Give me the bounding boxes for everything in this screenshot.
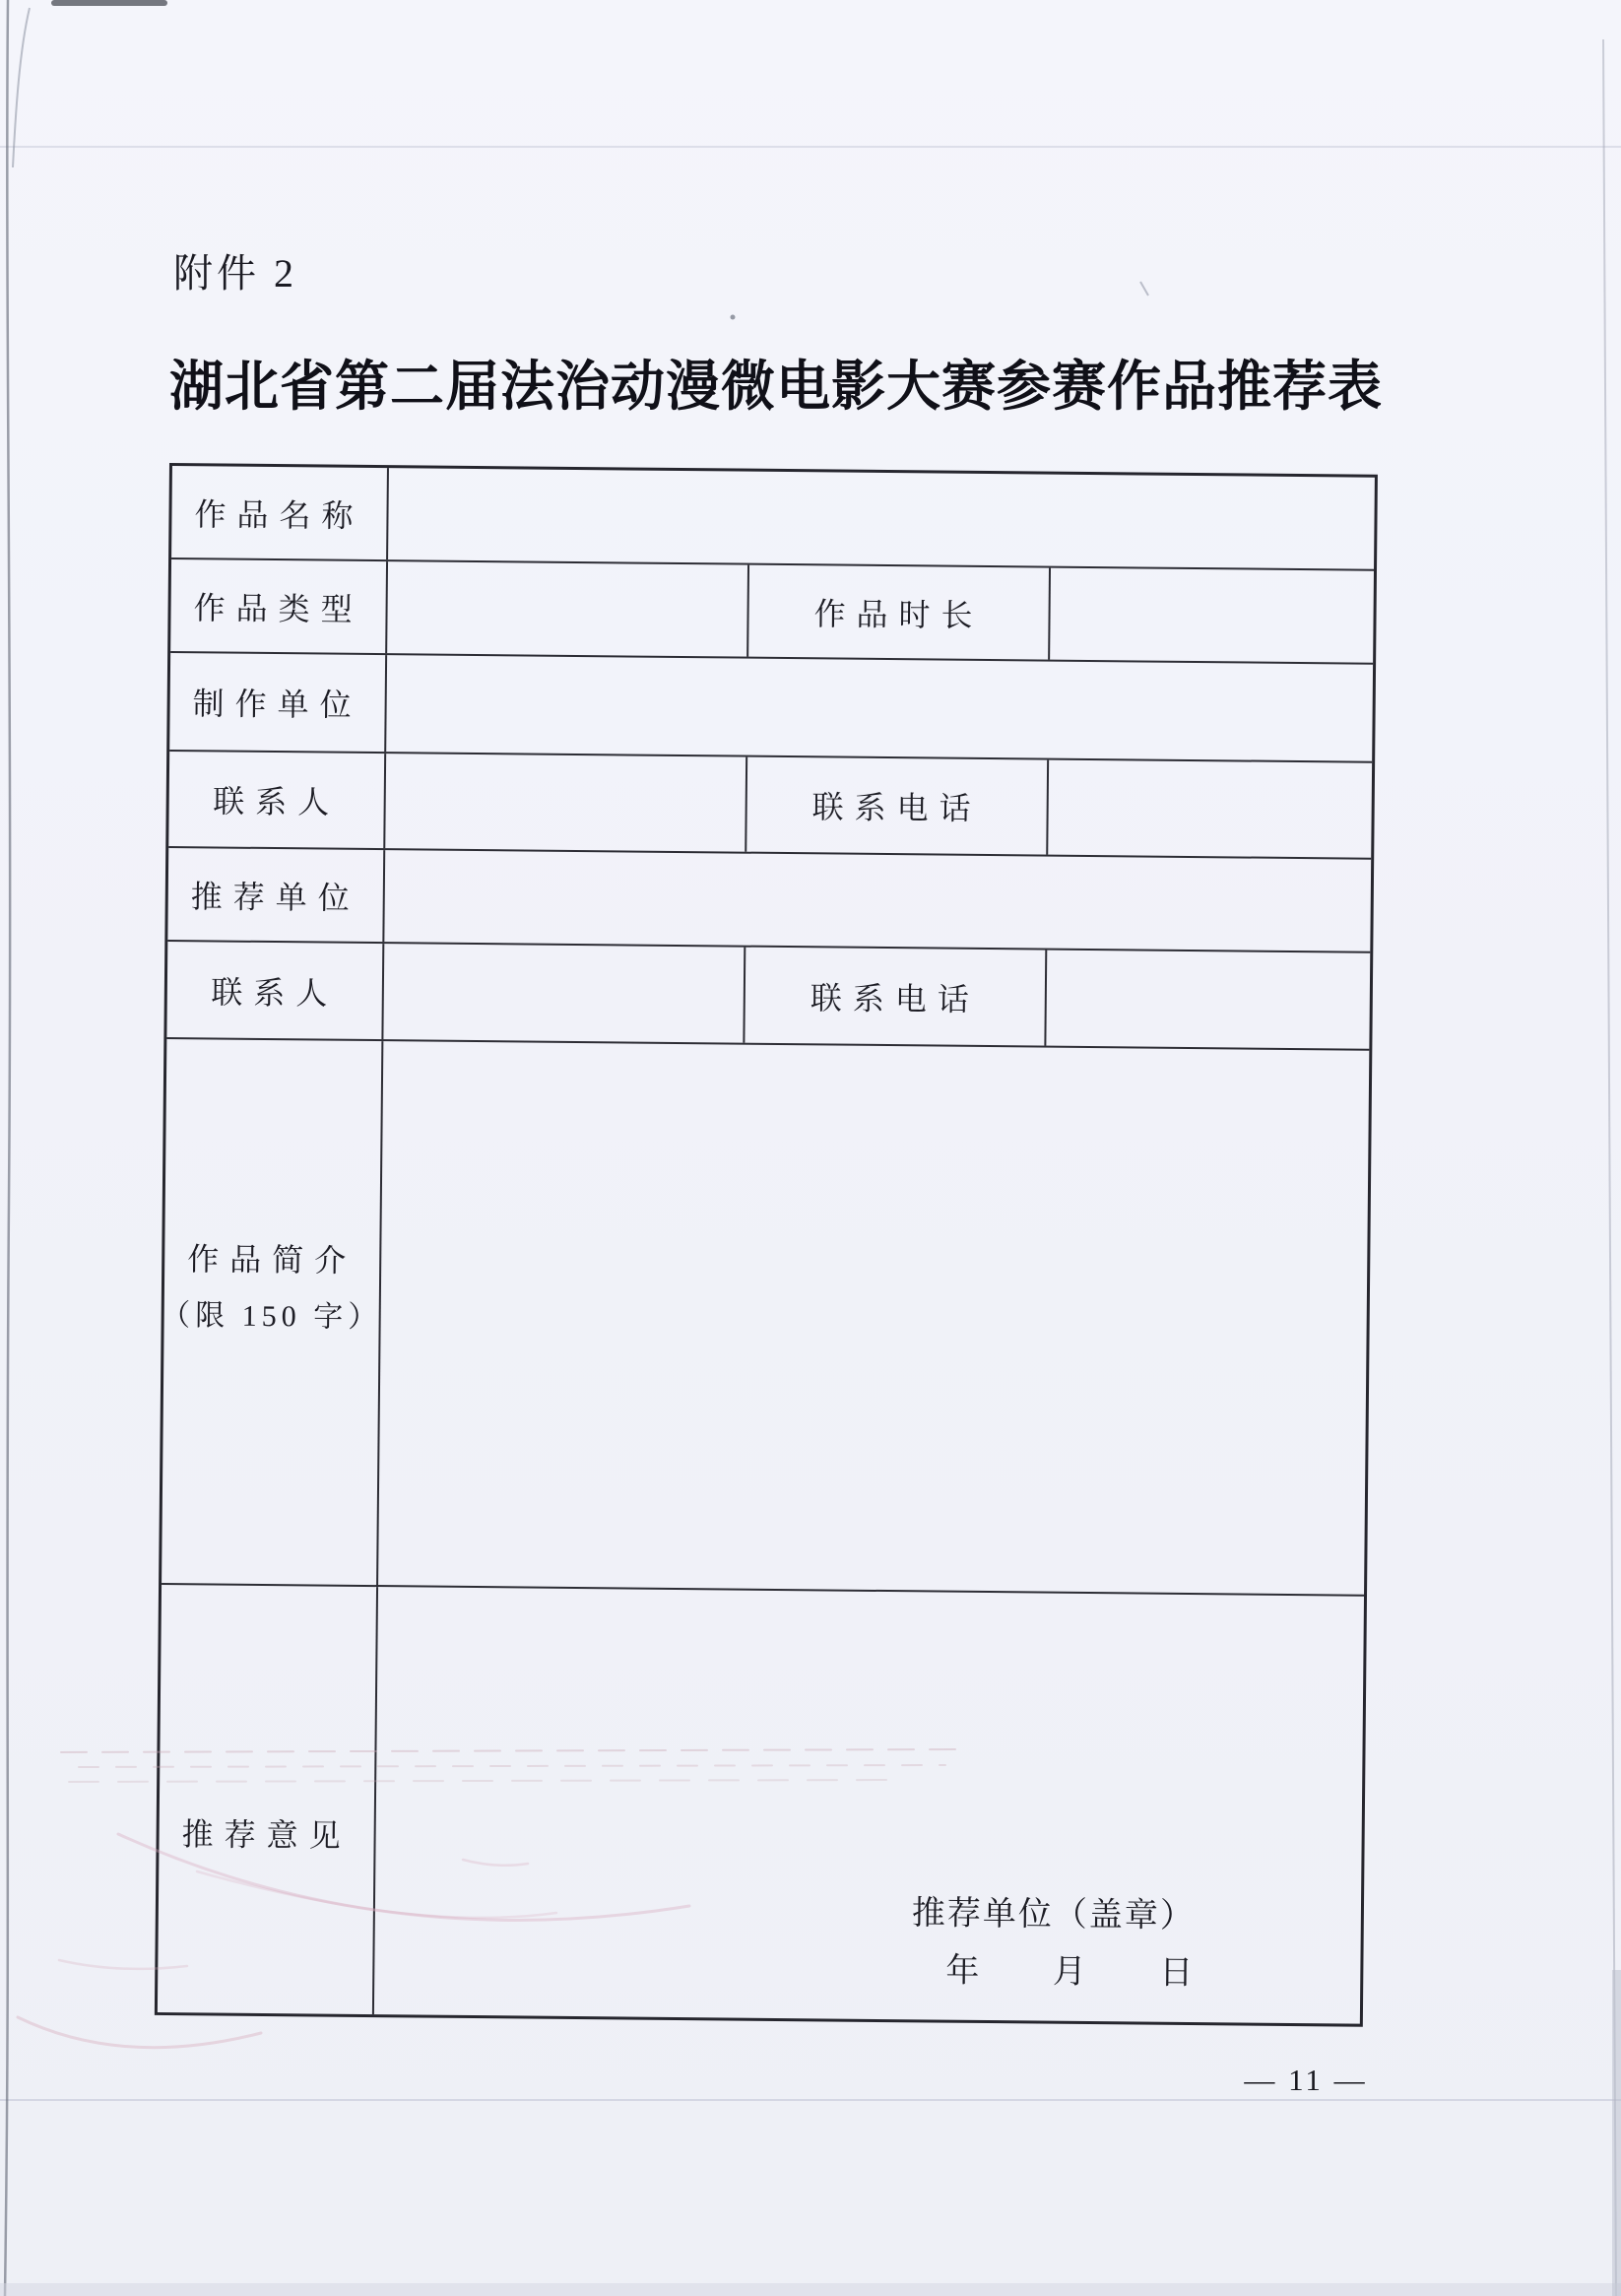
date-line [945,1943,1193,1994]
scan-top-left-mark [13,8,30,167]
work-intro-label [162,1016,381,1561]
date-day-label: 日 [1159,1954,1194,1993]
recommender-phone-label: 联系电话 [743,948,1045,1046]
row-producer-contact [168,750,1372,858]
scan-bottom-shade [0,2283,1621,2296]
document-title: 湖北省第二届法治动漫微电影大赛参赛作品推荐表 [169,357,1384,417]
row-recommend-opinion [158,1583,1364,2024]
scan-top-smudge [51,0,167,6]
producer-contact-label: 联系人 [213,783,341,820]
production-unit-label: 制作单位 [192,686,362,723]
row-recommend-unit [167,846,1371,951]
work-intro-label-line2: （限 150 字） [161,1298,383,1335]
date-year-label: 年 [945,1952,980,1990]
work-duration-label: 作品时长 [746,565,1049,660]
scan-mark-top-right [1140,282,1148,295]
row-production-unit [169,651,1373,761]
recommender-phone-value-cell [1044,951,1370,1049]
row-work-type-duration [170,558,1374,663]
recommend-unit-seal-note: 推荐单位（盖章） [911,1895,1197,1935]
page-number: — 11 — [1244,2063,1368,2097]
date-month-label: 月 [1052,1953,1087,1992]
row-work-name [171,466,1375,569]
scan-speck-above-title [731,315,736,320]
recommend-unit-label: 推荐单位 [190,878,360,916]
recommender-contact-label: 联系人 [211,973,339,1012]
recommend-opinion-label: 推荐意见 [181,1816,352,1854]
producer-phone-value-cell [1046,760,1372,858]
work-type-value-cell [385,561,747,657]
row-work-intro [162,1037,1369,1595]
producer-contact-value-cell [383,754,746,852]
work-intro-value-cell [376,1041,1369,1595]
recommend-opinion-value-cell [372,1587,1364,2024]
scan-left-page-edge [5,0,10,2296]
recommender-contact-value-cell [381,944,744,1043]
work-intro-label-line1: 作品简介 [187,1241,357,1279]
production-unit-value-cell [384,655,1373,761]
attachment-label: 附件 2 [173,251,297,295]
producer-phone-label: 联系电话 [745,757,1047,855]
scan-crease-line-top [0,146,1621,148]
scan-crease-line-bottom [0,2099,1621,2101]
recommendation-form-table [155,463,1378,2027]
recommend-unit-value-cell [382,850,1371,951]
scan-bottom-right-shade [1612,1970,1621,2296]
work-name-label: 作品名称 [194,495,364,534]
work-duration-value-cell [1048,568,1374,663]
work-type-label: 作品类型 [193,589,363,627]
work-name-value-cell [386,468,1375,569]
scan-right-page-edge [1603,39,1616,2296]
